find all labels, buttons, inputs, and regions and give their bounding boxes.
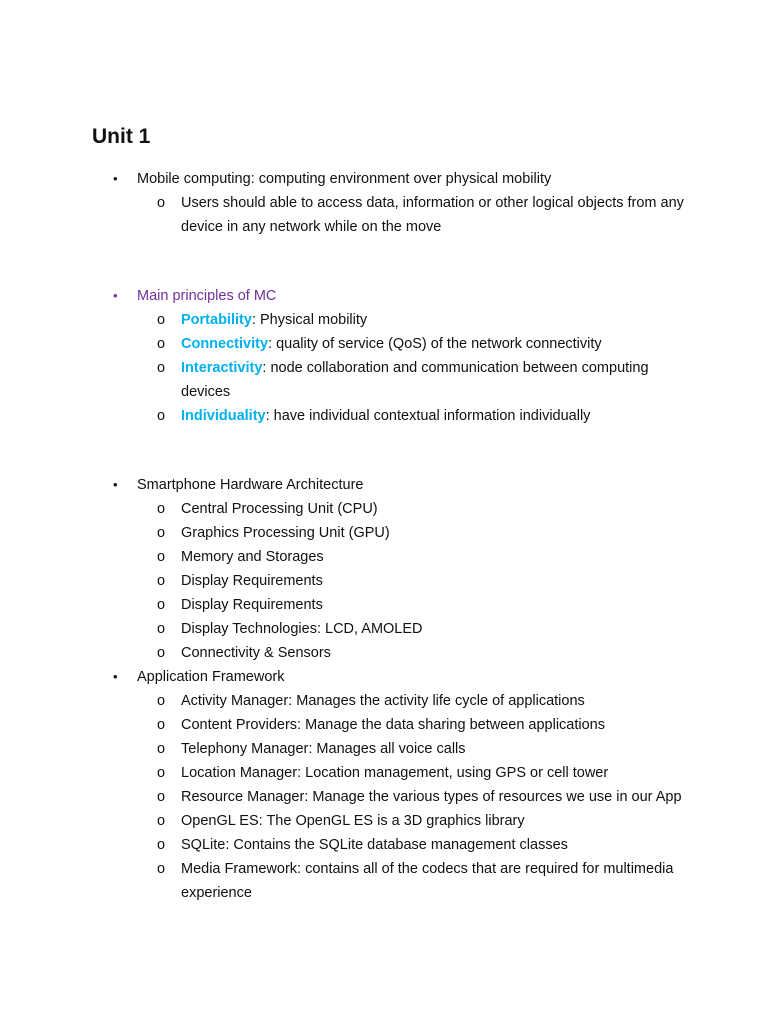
sub-item-text: Users should able to access data, information or other logical objects from any device in any network while on the move (181, 195, 684, 235)
sub-list-item (0, 332, 768, 356)
sub-list-item (0, 761, 768, 785)
sub-item-text: Graphics Processing Unit (GPU) (181, 525, 390, 541)
sub-list-item (0, 356, 649, 404)
term-label: Portability (181, 312, 252, 328)
sub-list-item (0, 641, 768, 665)
term-description: : quality of service (QoS) of the network connectivity (268, 336, 602, 352)
bullet-icon: • (113, 477, 118, 492)
sub-list-item (0, 191, 684, 239)
sub-bullet-icon: o (157, 645, 166, 661)
sub-bullet-icon: o (157, 621, 166, 637)
sub-bullet-icon: o (157, 693, 166, 709)
sub-item-text: Telephony Manager: Manages all voice calls (181, 741, 466, 757)
sub-item-text: Connectivity & Sensors (181, 645, 331, 661)
list-item (0, 284, 768, 308)
sub-list-item (0, 737, 768, 761)
sub-item-text: Location Manager: Location management, using GPS or cell tower (181, 765, 609, 781)
sub-bullet-icon: o (157, 597, 166, 613)
term-label: Individuality (181, 408, 266, 424)
page-title: Unit 1 (92, 125, 151, 148)
section-heading: Smartphone Hardware Architecture (137, 477, 364, 493)
sub-item-text: Media Framework: contains all of the codecs that are required for multimedia experience (181, 861, 674, 901)
sub-list-item (0, 617, 768, 641)
sub-bullet-icon: o (157, 525, 166, 541)
sub-item-text: Content Providers: Manage the data sharing between applications (181, 717, 605, 733)
term-label: Interactivity (181, 360, 263, 376)
sub-bullet-icon: o (157, 813, 166, 829)
sub-list-item (0, 809, 768, 833)
sub-list-item (0, 689, 768, 713)
list-item (0, 167, 768, 191)
list-item (0, 665, 768, 689)
section-heading: Mobile computing: computing environment over physical mobility (137, 171, 552, 187)
sub-bullet-icon: o (157, 741, 166, 757)
sub-item-text: Resource Manager: Manage the various types of resources we use in our App (181, 789, 682, 805)
sub-bullet-icon: o (157, 717, 166, 733)
sub-list-item (0, 308, 768, 332)
sub-bullet-icon: o (157, 789, 166, 805)
sub-bullet-icon: o (157, 861, 166, 877)
sub-bullet-icon: o (157, 573, 166, 589)
term-description: : node collaboration and communication between computing devices (181, 360, 649, 400)
sub-list-item (0, 593, 768, 617)
sub-bullet-icon: o (157, 360, 166, 376)
sub-bullet-icon: o (157, 408, 166, 424)
sub-list-item (0, 857, 674, 905)
sub-item-text: Display Requirements (181, 573, 323, 589)
section-main-principles (0, 284, 768, 428)
section-mobile-computing (0, 167, 768, 239)
sub-bullet-icon: o (157, 501, 166, 517)
sub-bullet-icon: o (157, 312, 166, 328)
sub-list-item (0, 569, 768, 593)
sub-item-text: Display Technologies: LCD, AMOLED (181, 621, 423, 637)
sub-item-text: Activity Manager: Manages the activity life cycle of applications (181, 693, 585, 709)
sub-list-item (0, 404, 768, 428)
sub-bullet-icon: o (157, 765, 166, 781)
term-label: Connectivity (181, 336, 269, 352)
section-heading: Application Framework (137, 669, 285, 685)
bullet-icon: • (113, 171, 118, 186)
sub-item-text: Memory and Storages (181, 549, 324, 565)
term-description: : Physical mobility (251, 312, 368, 328)
sub-bullet-icon: o (157, 549, 166, 565)
sub-list-item (0, 785, 682, 809)
bullet-icon: • (113, 288, 118, 303)
sub-list-item (0, 497, 768, 521)
sub-list-item (0, 833, 768, 857)
sub-list-item (0, 521, 768, 545)
bullet-icon: • (113, 669, 118, 684)
sub-bullet-icon: o (157, 837, 166, 853)
term-description: : have individual contextual information individually (265, 408, 591, 424)
section-hardware-architecture (0, 473, 768, 905)
sub-item-text: SQLite: Contains the SQLite database management classes (181, 837, 568, 853)
sub-list-item (0, 713, 768, 737)
sub-bullet-icon: o (157, 195, 166, 211)
sub-list-item (0, 545, 768, 569)
sub-item-text: OpenGL ES: The OpenGL ES is a 3D graphics library (181, 813, 525, 829)
list-item (0, 473, 768, 497)
section-heading: Main principles of MC (137, 288, 277, 304)
sub-item-text: Display Requirements (181, 597, 323, 613)
sub-item-text: Central Processing Unit (CPU) (181, 501, 378, 517)
sub-bullet-icon: o (157, 336, 166, 352)
